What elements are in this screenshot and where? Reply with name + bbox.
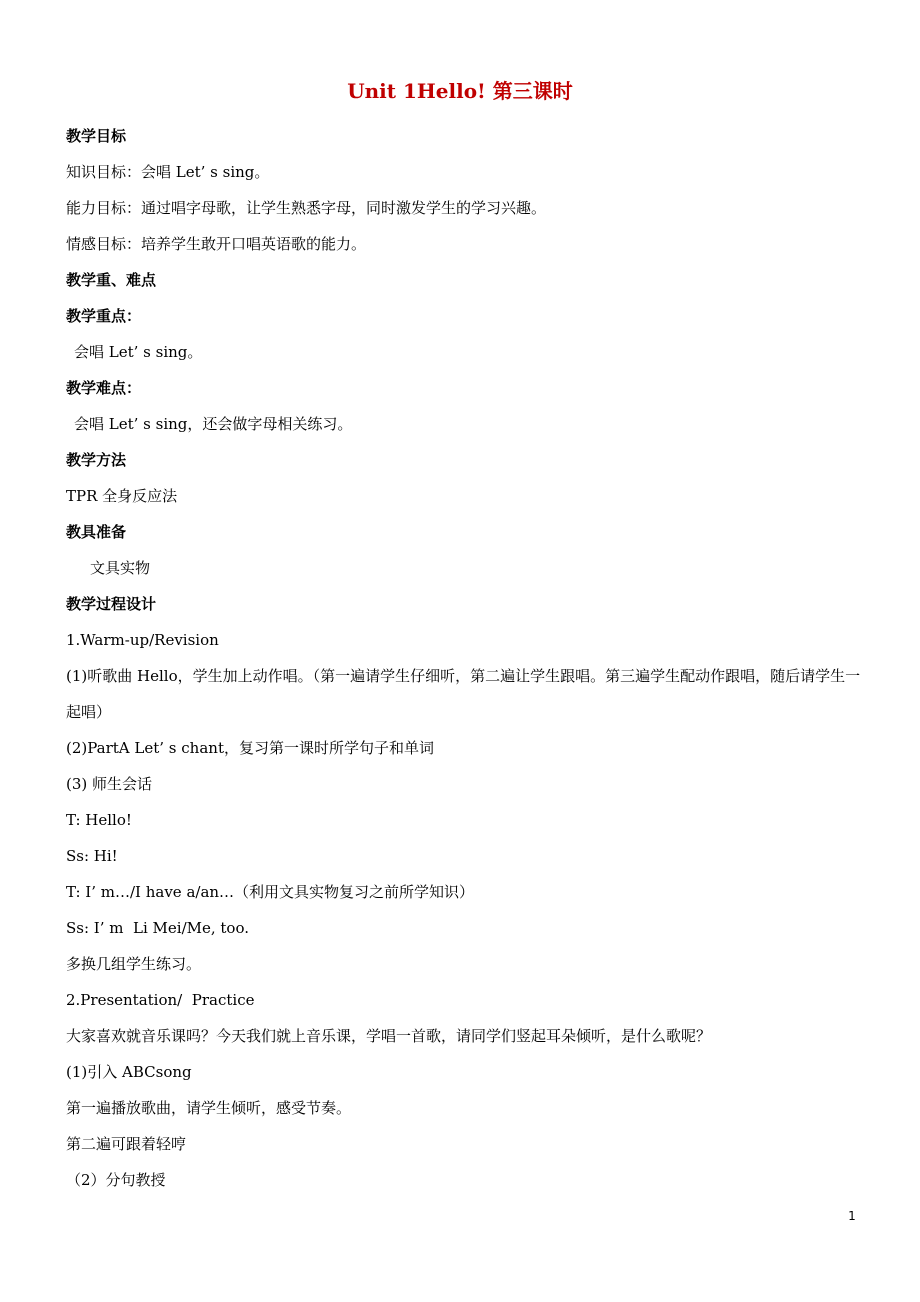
heading-teaching-objectives: 教学目标	[66, 127, 127, 145]
document-title: Unit 1Hello! 第三课时	[347, 79, 573, 103]
teaching-aids-text: 文具实物	[90, 559, 151, 577]
teaching-method-text: TPR 全身反应法	[66, 487, 178, 505]
emotion-objective: 情感目标：培养学生敢开口唱英语歌的能力。	[66, 235, 367, 253]
document-body	[66, 118, 866, 1198]
heading-teaching-aids: 教具准备	[66, 523, 127, 541]
heading-difficult-points: 教学难点：	[66, 379, 142, 397]
page-number: 1	[848, 1209, 856, 1223]
section-presentation: 2.Presentation/ Practice	[66, 991, 255, 1009]
dialogue-line: T: I’ m…/I have a/an…（利用文具实物复习之前所学知识）	[66, 883, 475, 901]
ability-objective: 能力目标：通过唱字母歌，让学生熟悉字母，同时激发学生的学习兴趣。	[66, 199, 547, 217]
dialogue-line: Ss: Hi!	[66, 847, 118, 865]
section-warm-up: 1.Warm-up/Revision	[66, 631, 219, 649]
presentation-intro: 大家喜欢就音乐课吗？今天我们就上音乐课，学唱一首歌，请同学们竖起耳朵倾听，是什么歌呢？	[66, 1027, 712, 1045]
dialogue-line: Ss: I’ m Li Mei/Me, too.	[66, 919, 249, 937]
dialogue-line: T: Hello!	[66, 811, 132, 829]
second-play-text: 第二遍可跟着轻哼	[66, 1135, 187, 1153]
heading-key-difficult-points: 教学重、难点	[66, 271, 157, 289]
first-play-text: 第一遍播放歌曲，请学生倾听，感受节奏。	[66, 1099, 352, 1117]
practice-note: 多换几组学生练习。	[66, 955, 202, 973]
presentation-step-2: （2）分句教授	[66, 1171, 166, 1189]
heading-teaching-method: 教学方法	[66, 451, 127, 469]
key-points-text: 会唱 Let’ s sing。	[74, 343, 203, 361]
warm-up-step-1: (1)听歌曲 Hello，学生加上动作唱。（第一遍请学生仔细听，第二遍让学生跟唱。第三遍学生配动作跟唱，随后请学生一起唱）	[66, 667, 861, 721]
difficult-points-text: 会唱 Let’ s sing，还会做字母相关练习。	[74, 415, 353, 433]
heading-teaching-process: 教学过程设计	[66, 595, 157, 613]
knowledge-objective: 知识目标：会唱 Let’ s sing。	[66, 163, 270, 181]
heading-key-points: 教学重点：	[66, 307, 142, 325]
warm-up-step-3: (3) 师生会话	[66, 775, 153, 793]
warm-up-step-2: (2)PartA Let’ s chant，复习第一课时所学句子和单词	[66, 739, 434, 757]
presentation-step-1: (1)引入 ABCsong	[66, 1063, 192, 1081]
